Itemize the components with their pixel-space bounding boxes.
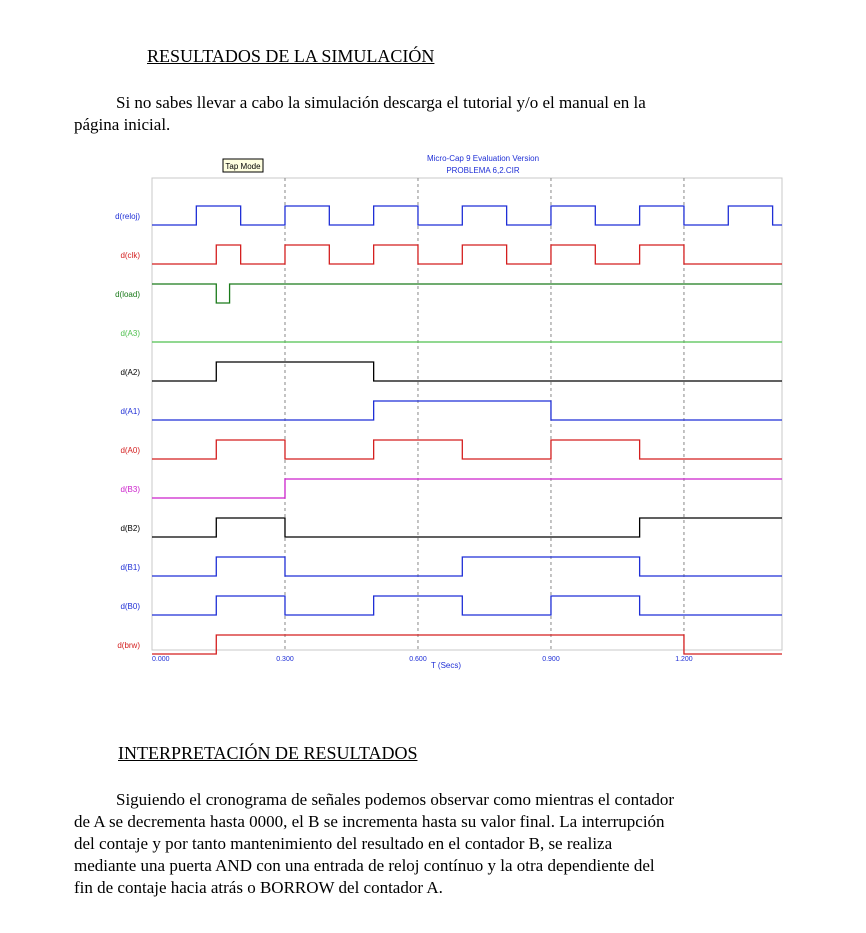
x-tick-label: 1.200 [675,656,693,663]
signal-label: d(A3) [120,329,140,338]
section-title-resultados: RESULTADOS DE LA SIMULACIÓN [147,46,435,66]
timing-diagram [100,150,790,675]
x-tick-label: 0.000 [152,656,170,663]
interp-line: Siguiendo el cronograma de señales podemos observar como mientras el contador [116,790,674,809]
intro-line-2: página inicial. [74,115,171,134]
signal-label: d(A1) [120,407,140,416]
x-axis [152,656,693,663]
plot-area [152,178,782,650]
signal-label: d(A0) [120,446,140,455]
intro-paragraph [74,92,774,136]
tap-mode-label: Tap Mode [225,162,261,171]
interp-line: mediante una puerta AND con una entrada de reloj contínuo y la otra dependiente del [74,856,655,875]
section-title-interpretacion: INTERPRETACIÓN DE RESULTADOS [118,743,418,763]
signal-label: d(brw) [117,641,140,650]
intro-line-1: Si no sabes llevar a cabo la simulación descarga el tutorial y/o el manual en la [116,93,646,112]
chart-title: Micro-Cap 9 Evaluation Version [426,154,540,163]
signal-label: d(B2) [120,524,140,533]
signal-label: d(A2) [120,368,140,377]
signal-label: d(B3) [120,485,140,494]
signal-labels [115,212,140,650]
x-tick-label: 0.900 [542,656,560,663]
interp-line: de A se decrementa hasta 0000, el B se incrementa hasta su valor final. La interrupción [74,812,665,831]
chart-subtitle: PROBLEMA 6,2.CIR [446,166,520,175]
x-tick-label: 0.300 [276,656,294,663]
signal-label: d(clk) [120,251,140,260]
signal-label: d(B1) [120,563,140,572]
x-tick-label: 0.600 [409,656,427,663]
signal-label: d(reloj) [115,212,140,221]
interp-line: fin de contaje hacia atrás o BORROW del contador A. [74,878,443,897]
signal-label: d(load) [115,290,140,299]
interpretation-paragraph [74,789,765,899]
x-axis-label: T (Secs) [430,661,462,670]
signal-label: d(B0) [120,602,140,611]
interp-line: del contaje y por tanto mantenimiento del resultado en el contador B, se realiza [74,834,613,853]
